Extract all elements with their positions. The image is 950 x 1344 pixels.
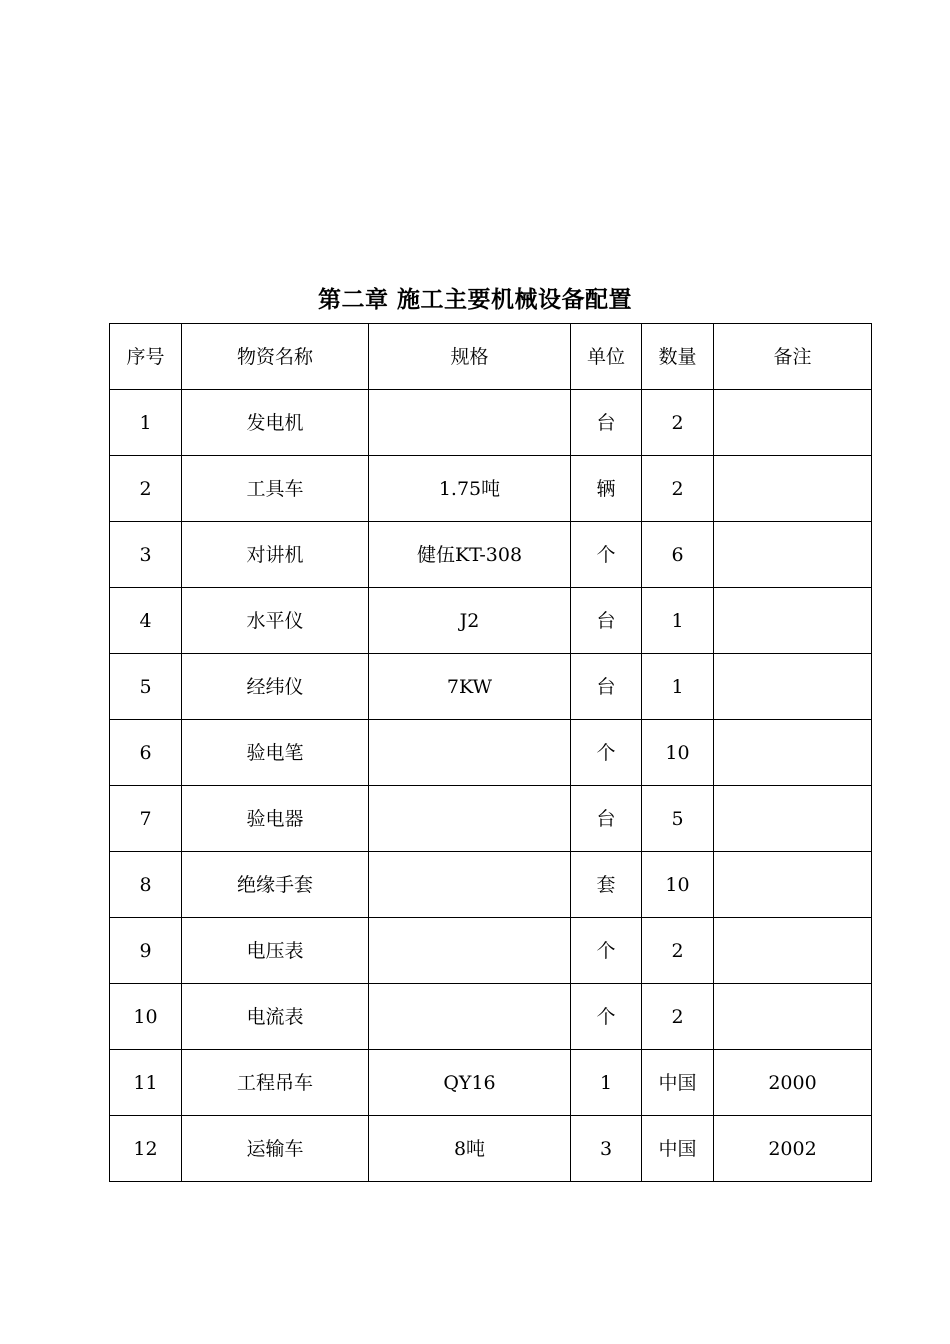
cell-serial: 4 (110, 588, 182, 654)
cell-spec (369, 852, 571, 918)
cell-remarks (714, 456, 872, 522)
cell-item-name: 验电笔 (182, 720, 369, 786)
cell-unit: 个 (571, 918, 642, 984)
cell-serial: 2 (110, 456, 182, 522)
cell-spec (369, 984, 571, 1050)
cell-remarks (714, 786, 872, 852)
cell-serial: 3 (110, 522, 182, 588)
cell-serial: 1 (110, 390, 182, 456)
cell-quantity: 5 (642, 786, 714, 852)
table-row (110, 984, 872, 1050)
cell-serial: 12 (110, 1116, 182, 1182)
cell-quantity: 2 (642, 984, 714, 1050)
equipment-table (109, 323, 872, 1182)
header-spec: 规格 (369, 324, 571, 390)
table-row (110, 852, 872, 918)
cell-quantity: 10 (642, 852, 714, 918)
table-row (110, 1116, 872, 1182)
cell-spec: QY16 (369, 1050, 571, 1116)
cell-remarks (714, 390, 872, 456)
cell-remarks: 2000 (714, 1050, 872, 1116)
cell-serial: 6 (110, 720, 182, 786)
cell-serial: 9 (110, 918, 182, 984)
cell-unit: 个 (571, 984, 642, 1050)
header-quantity: 数量 (642, 324, 714, 390)
header-unit: 单位 (571, 324, 642, 390)
cell-unit: 个 (571, 720, 642, 786)
cell-spec (369, 720, 571, 786)
cell-item-name: 运输车 (182, 1116, 369, 1182)
table-row (110, 720, 872, 786)
cell-item-name: 工具车 (182, 456, 369, 522)
header-item-name: 物资名称 (182, 324, 369, 390)
cell-remarks (714, 654, 872, 720)
cell-unit: 套 (571, 852, 642, 918)
cell-unit: 台 (571, 654, 642, 720)
cell-spec: J2 (369, 588, 571, 654)
cell-quantity: 6 (642, 522, 714, 588)
cell-item-name: 电流表 (182, 984, 369, 1050)
cell-item-name: 水平仪 (182, 588, 369, 654)
cell-item-name: 工程吊车 (182, 1050, 369, 1116)
cell-serial: 5 (110, 654, 182, 720)
cell-spec: 健伍KT-308 (369, 522, 571, 588)
cell-quantity: 2 (642, 456, 714, 522)
cell-unit: 辆 (571, 456, 642, 522)
cell-spec: 7KW (369, 654, 571, 720)
cell-item-name: 电压表 (182, 918, 369, 984)
cell-remarks (714, 984, 872, 1050)
table-row (110, 390, 872, 456)
cell-item-name: 发电机 (182, 390, 369, 456)
cell-quantity: 中国 (642, 1050, 714, 1116)
cell-spec (369, 918, 571, 984)
cell-quantity: 1 (642, 588, 714, 654)
cell-serial: 11 (110, 1050, 182, 1116)
header-serial: 序号 (110, 324, 182, 390)
cell-serial: 7 (110, 786, 182, 852)
cell-remarks (714, 588, 872, 654)
cell-quantity: 中国 (642, 1116, 714, 1182)
cell-spec (369, 786, 571, 852)
header-remarks: 备注 (714, 324, 872, 390)
cell-remarks (714, 522, 872, 588)
table-row (110, 1050, 872, 1116)
table-row (110, 918, 872, 984)
table-row (110, 786, 872, 852)
cell-unit: 3 (571, 1116, 642, 1182)
cell-item-name: 对讲机 (182, 522, 369, 588)
cell-serial: 8 (110, 852, 182, 918)
cell-quantity: 2 (642, 918, 714, 984)
cell-unit: 台 (571, 390, 642, 456)
cell-unit: 台 (571, 786, 642, 852)
page-title: 第二章 施工主要机械设备配置 (317, 286, 632, 313)
cell-unit: 台 (571, 588, 642, 654)
table-row (110, 588, 872, 654)
cell-remarks (714, 852, 872, 918)
cell-serial: 10 (110, 984, 182, 1050)
cell-quantity: 2 (642, 390, 714, 456)
cell-spec: 1.75吨 (369, 456, 571, 522)
cell-remarks (714, 720, 872, 786)
table-row (110, 522, 872, 588)
table-row (110, 654, 872, 720)
cell-quantity: 1 (642, 654, 714, 720)
cell-unit: 1 (571, 1050, 642, 1116)
table-row (110, 456, 872, 522)
cell-item-name: 经纬仪 (182, 654, 369, 720)
table-header-row (110, 324, 872, 390)
cell-spec (369, 390, 571, 456)
cell-remarks (714, 918, 872, 984)
cell-item-name: 绝缘手套 (182, 852, 369, 918)
cell-unit: 个 (571, 522, 642, 588)
cell-spec: 8吨 (369, 1116, 571, 1182)
cell-quantity: 10 (642, 720, 714, 786)
cell-item-name: 验电器 (182, 786, 369, 852)
cell-remarks: 2002 (714, 1116, 872, 1182)
